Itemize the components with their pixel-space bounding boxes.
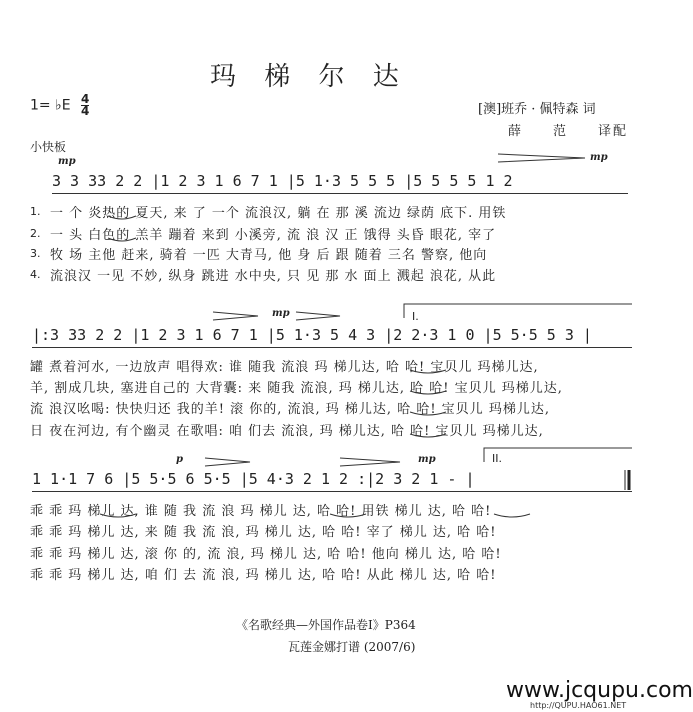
volta-1: I. <box>412 310 419 323</box>
song-title: 玛 梯 尔 达 <box>210 62 409 92</box>
volta-2: II. <box>492 452 502 465</box>
lyric-line3-verse1: 乖 乖 玛 梯儿 达, 谁 随 我 流 浪 玛 梯儿 达, 哈 哈! 用铁 梯儿 达, 哈 哈! <box>30 504 492 519</box>
time-signature-top: 4 <box>81 92 90 106</box>
lyricist-credit: [澳]班乔 · 佩特森 词 <box>478 102 596 117</box>
verse-number-2: 2. <box>30 227 41 240</box>
volta-bracket-2 <box>484 448 632 462</box>
volta-brackets <box>404 304 632 462</box>
lyric-line2-verse4: 日 夜在河边, 有个幽灵 在歌唱: 咱 们去 流浪, 玛 梯儿达, 哈 哈! 宝贝儿 玛梯儿达, <box>30 424 544 439</box>
source-citation: 《名歌经典—外国作品卷Ⅰ》P364 <box>236 618 416 632</box>
slur-6 <box>410 434 446 437</box>
watermark-sub: http://QUPU.HAO61.NET <box>530 701 627 710</box>
slur-5 <box>410 412 446 415</box>
verse-number-1: 1. <box>30 205 41 218</box>
lyric-line2-verse3: 流 浪汉吆喝: 快快归还 我的羊! 滚 你的, 流浪, 玛 梯儿达, 哈 哈! 宝贝儿 玛梯儿达, <box>30 402 550 417</box>
slur-8 <box>330 514 366 517</box>
slur-7 <box>100 514 136 517</box>
dynamic-mp-4: mp <box>418 454 436 465</box>
lyric-line3-verse3: 乖 乖 玛 梯儿 达, 滚 你 的, 流 浪, 玛 梯儿 达, 哈 哈! 他向 梯儿 达, 哈 哈! <box>30 547 502 562</box>
verse-number-4: 4. <box>30 268 41 281</box>
decrescendo-hairpin-4 <box>205 458 250 466</box>
dynamic-mp-2: mp <box>590 152 608 163</box>
watermark-main: www.jcqupu.com <box>506 678 693 703</box>
decrescendo-hairpin-2 <box>213 312 258 320</box>
notation-line-3: 1 1·1 7 6 |5 5·5 6 5·5 |5 4·3 2 1 2 :|2 3 2 1 - | <box>32 470 475 488</box>
lyric-line1-verse2: 一 头 白色的 羔羊 蹦着 来到 小溪旁, 流 浪 汉 正 饿得 头昏 眼花, 宰了 <box>50 228 497 243</box>
slur-9 <box>494 514 530 517</box>
slur-3 <box>410 370 446 373</box>
decrescendo-hairpin-5 <box>340 458 400 466</box>
arranger-credit: 薛 范 译配 <box>508 124 629 139</box>
slur-1 <box>108 216 136 219</box>
slur-4 <box>410 391 446 394</box>
final-barline <box>625 470 629 490</box>
decrescendo-hairpin-3 <box>296 312 340 320</box>
lyric-slurs <box>100 216 530 517</box>
dynamic-mp-3: mp <box>272 308 290 319</box>
hairpin-marks <box>205 154 585 466</box>
lyric-line3-verse4: 乖 乖 玛 梯儿 达, 咱 们 去 流 浪, 玛 梯儿 达, 哈 哈! 从此 梯儿 达, 哈 哈! <box>30 568 497 583</box>
time-signature-bottom: 4 <box>81 104 90 118</box>
decrescendo-hairpin-1 <box>498 154 585 162</box>
dynamic-mp-1: mp <box>58 156 76 167</box>
volta-bracket-1 <box>404 304 632 318</box>
dynamic-p: p <box>176 454 183 465</box>
lyric-line2-verse1: 罐 煮着河水, 一边放声 唱得欢: 谁 随我 流浪 玛 梯儿达, 哈 哈! 宝贝儿 玛梯儿达, <box>30 360 539 375</box>
lyric-line1-verse4: 流浪汉 一见 不妙, 纵身 跳进 水中央, 只 见 那 水 面上 溅起 浪花, 从此 <box>50 269 497 284</box>
lyric-line3-verse2: 乖 乖 玛 梯儿 达, 来 随 我 流 浪, 玛 梯儿 达, 哈 哈! 宰了 梯儿 达, 哈 哈! <box>30 525 497 540</box>
tempo-marking: 小快板 <box>30 140 67 154</box>
notation-line-2: |:3 33 2 2 |1 2 3 1 6 7 1 |5 1·3 5 4 3 |2 2·3 1 0 |5 5·5 5 3 | <box>32 326 592 344</box>
slur-2 <box>108 238 136 241</box>
lyric-line1-verse1: 一 个 炎热的 夏天, 来 了 一个 流浪汉, 躺 在 那 溪 流边 绿荫 底下. 用铁 <box>50 206 507 221</box>
lyric-line1-verse3: 牧 场 主他 赶来, 骑着 一匹 大青马, 他 身 后 跟 随着 三名 警察, 他向 <box>50 248 488 263</box>
typist-credit: 瓦莲金娜打谱 (2007/6) <box>288 640 416 654</box>
key-text: 1= ♭E <box>30 97 71 114</box>
lyric-line2-verse2: 羊, 割成几块, 塞进自己的 大背囊: 来 随我 流浪, 玛 梯儿达, 哈 哈! 宝贝儿 玛梯儿达, <box>30 381 563 396</box>
notation-line-1: 3 3 33 2 2 |1 2 3 1 6 7 1 |5 1·3 5 5 5 |5 5 5 5 1 2 <box>52 172 513 190</box>
verse-number-3: 3. <box>30 247 41 260</box>
